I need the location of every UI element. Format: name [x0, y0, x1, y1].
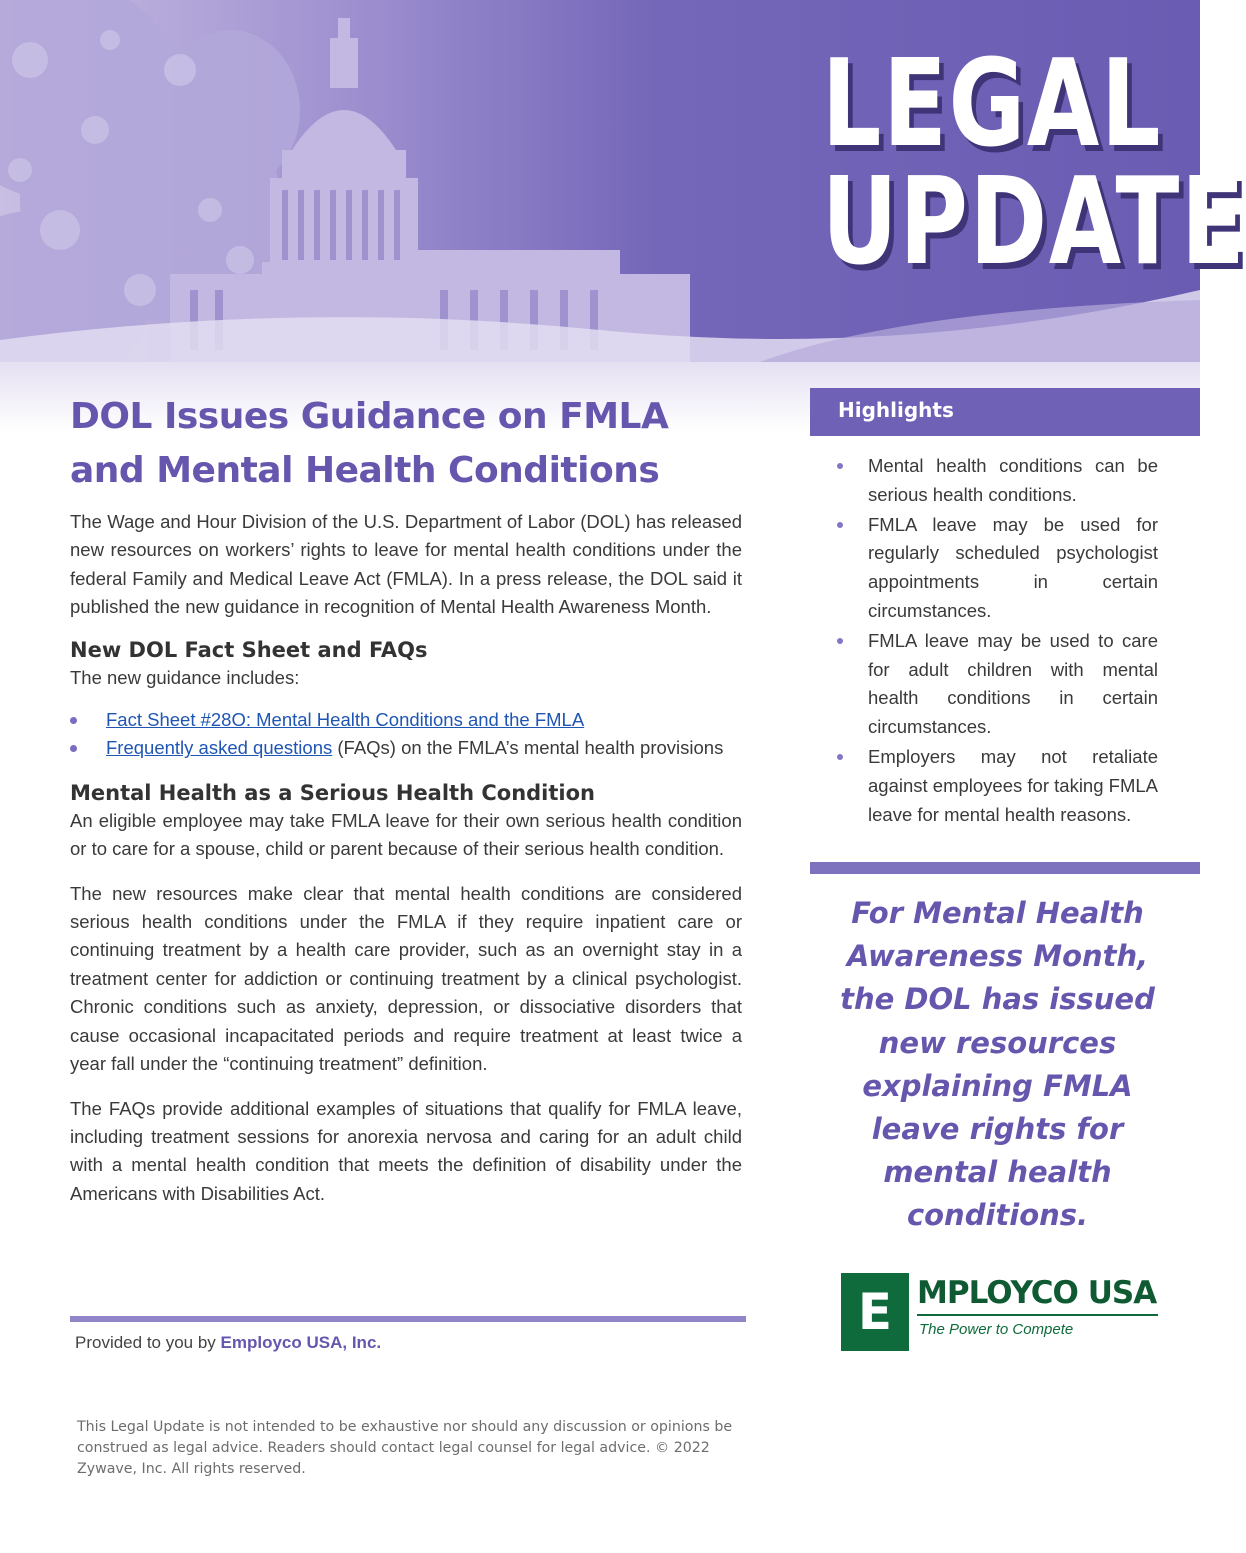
highlight-text: FMLA leave may be used for regularly scheduled psychologist appointments in certain circumstances.	[868, 513, 1158, 621]
logo-letter-box: E	[841, 1273, 909, 1351]
bullet-icon	[837, 638, 843, 644]
employco-logo	[841, 1273, 1161, 1353]
highlights-header	[810, 388, 1200, 436]
highlight-text: FMLA leave may be used to care for adult children with mental health conditions in certain circumstances.	[868, 629, 1158, 738]
faqs-link[interactable]: Frequently asked questions	[106, 737, 333, 759]
bullet-icon	[837, 754, 843, 760]
guidance-lead: The new guidance includes:	[70, 666, 300, 688]
highlight-item	[833, 511, 1158, 626]
banner-title	[780, 35, 1246, 292]
highlights-title: Highlights	[838, 398, 954, 422]
sidebar-divider	[810, 862, 1200, 874]
highlight-item	[833, 452, 1158, 510]
provided-by	[75, 1333, 381, 1353]
fact-sheet-link[interactable]: Fact Sheet #28O: Mental Health Conditions and the FMLA	[106, 709, 585, 731]
paragraph-faqs: The FAQs provide additional examples of situations that qualify for FMLA leave, including treatment sessions for anorexia nervosa and caring for an adult child with a mental health condition that meets the definition of disability under the Americans with Disabilities Act.	[70, 1097, 742, 1204]
bullet-icon	[70, 745, 77, 752]
highlight-text: Employers may not retaliate against employees for taking FMLA leave for mental health reasons.	[868, 745, 1158, 825]
logo-underline	[917, 1314, 1158, 1316]
list-item	[70, 734, 742, 762]
banner-title-line2: UPDATE	[821, 153, 1246, 292]
section-heading-fact-sheet: New DOL Fact Sheet and FAQs	[70, 637, 428, 662]
bullet-icon	[837, 522, 843, 528]
disclaimer: This Legal Update is not intended to be exhaustive nor should any discussion or opinions be construed as legal advice. Readers should contact legal counsel for legal advice. © 2022 Zywave, Inc. All rights reserved.	[77, 1419, 733, 1477]
paragraph-eligibility: An eligible employee may take FMLA leave for their own serious health condition or to care for a spouse, child or parent because of their serious health condition.	[70, 809, 742, 860]
section-heading-serious-condition: Mental Health as a Serious Health Condition	[70, 780, 595, 805]
article-title	[70, 390, 742, 498]
footer-divider	[70, 1316, 746, 1322]
logo-tagline: The Power to Compete	[919, 1321, 1074, 1338]
banner-title-line1: LEGAL	[821, 35, 1163, 174]
bullet-icon	[837, 463, 843, 469]
highlight-item	[833, 743, 1158, 829]
article-title-line2: and Mental Health Conditions	[70, 450, 660, 491]
intro-paragraph: The Wage and Hour Division of the U.S. Department of Labor (DOL) has released new resources on workers’ rights to leave for mental health conditions under the federal Family and Medical Leave Act (FMLA). In a press release, the DOL said it published the new guidance in recognition of Mental Health Awareness Month.	[70, 511, 742, 618]
article-title-line1: DOL Issues Guidance on FMLA	[70, 396, 669, 437]
highlight-text: Mental health conditions can be serious health conditions.	[868, 455, 1158, 505]
header-banner	[0, 0, 1246, 362]
highlights-list	[833, 452, 1158, 830]
list-item	[70, 706, 742, 734]
faqs-description: (FAQs) on the FMLA’s mental health provisions	[332, 737, 724, 759]
provided-company: Employco USA, Inc.	[220, 1333, 382, 1352]
guidance-list	[70, 706, 742, 763]
highlight-item	[833, 627, 1158, 742]
bullet-icon	[70, 717, 77, 724]
pull-quote: For Mental Health Awareness Month, the DOL has issued new resources explaining FMLA leave rights for mental health conditions.	[840, 896, 1155, 1233]
logo-wordmark: MPLOYCO USA	[917, 1275, 1157, 1311]
article-column	[70, 390, 742, 1208]
paragraph-resources: The new resources make clear that mental health conditions are considered serious health conditions under the FMLA if they require inpatient care or continuing treatment by a health care provider, such as an overnight stay in a treatment center for addiction or continuing treatment by a clinical psychologist. Chronic conditions such as anxiety, depression, or dissociative disorders that cause occasional incapacitated periods and require treatment at least twice a year fall under the “continuing treatment” definition.	[70, 882, 742, 1075]
provided-prefix: Provided to you by	[75, 1333, 221, 1352]
